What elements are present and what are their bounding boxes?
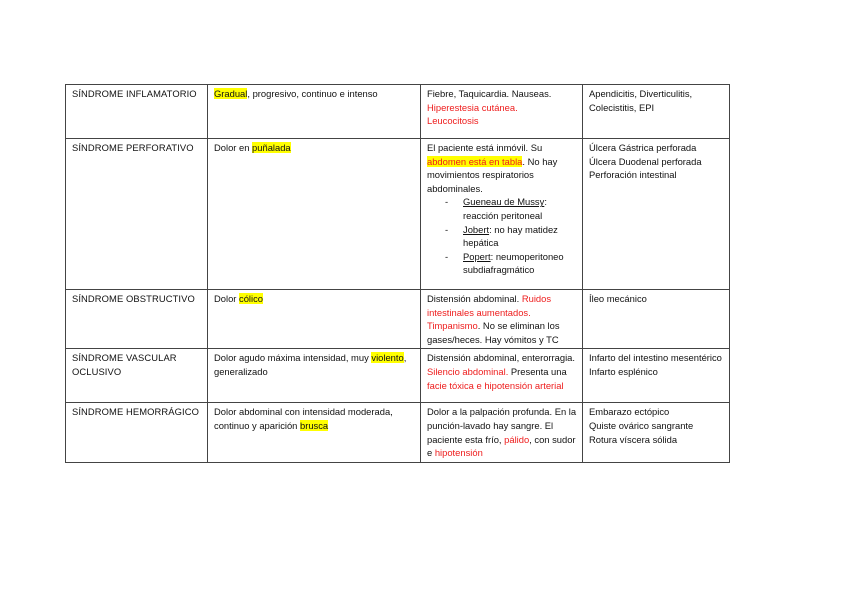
syndrome-name: [66, 85, 208, 139]
pain-cell: [208, 139, 421, 290]
causes-text: Úlcera Gástrica perforada: [589, 142, 697, 153]
findings-cell: [421, 85, 583, 139]
causes-text: Rotura víscera sólida: [589, 433, 678, 445]
sign-text: : reacción peritoneal: [463, 196, 547, 221]
findings-red-text: Ruidos intestinales aumentados.: [427, 293, 552, 318]
clinical-signs-list: [427, 195, 577, 277]
pain-highlight: brusca: [300, 419, 329, 431]
pain-cell: [208, 403, 421, 462]
findings-text: . No se eliminan los gases/heces. Hay vómitos y TC: [427, 320, 560, 345]
findings-red-text: hipotensión: [434, 447, 483, 459]
table-row: [66, 290, 730, 349]
findings-cell: [421, 403, 583, 462]
pain-cell: [208, 85, 421, 139]
syndrome-name: [66, 403, 208, 462]
causes-text: Úlcera Duodenal perforada: [589, 155, 702, 167]
findings-text: Distensión abdominal.: [427, 293, 522, 304]
syndrome-name: [66, 139, 208, 290]
pain-cell: [208, 290, 421, 349]
findings-red-text: Leucocitosis: [427, 115, 479, 127]
pain-highlight: puñalada: [252, 142, 291, 153]
causes-text: Íleo mecánico: [589, 293, 647, 304]
pain-text: Dolor en: [214, 142, 253, 153]
findings-text: Distensión abdominal, enterorragia.: [427, 352, 575, 364]
pain-highlight: cólico: [239, 293, 263, 304]
pain-text: Dolor abdominal con intensidad moderada, continuo y aparición: [214, 406, 393, 431]
findings-red-text: Timpanismo: [427, 320, 478, 332]
sign-text: : neumoperitoneo subdiafragmático: [463, 250, 564, 276]
findings-text: . No hay movimientos respiratorios abdominales.: [427, 155, 558, 194]
causes-cell: [583, 403, 730, 462]
sign-label: Popert: [463, 250, 491, 262]
pain-text: , generalizado: [214, 352, 407, 377]
syndrome-name: [66, 349, 208, 403]
causes-text: Infarto esplénico: [589, 365, 658, 377]
causes-cell: [583, 139, 730, 290]
findings-cell: [421, 290, 583, 349]
syndromes-table: [65, 84, 730, 463]
findings-text: Presenta una: [508, 365, 567, 377]
findings-red-text: Silencio abdominal.: [427, 365, 509, 377]
pain-cell: [208, 349, 421, 403]
syndrome-name-text: SÍNDROME VASCULAR OCLUSIVO: [72, 352, 177, 377]
list-item: [445, 195, 577, 222]
causes-text: Infarto del intestino mesentérico: [589, 352, 722, 364]
pain-text: Dolor: [214, 293, 240, 304]
list-item: [445, 223, 577, 250]
pain-highlight: Gradual: [214, 88, 248, 99]
sign-label: Jobert: [463, 223, 490, 235]
findings-cell: [421, 139, 583, 290]
findings-text: Dolor a la palpación profunda. En la punción-lavado hay sangre. El paciente esta frío,: [427, 406, 577, 445]
causes-text: Perforación intestinal: [589, 169, 677, 181]
table-row: [66, 139, 730, 290]
findings-text: , con sudor e: [427, 433, 576, 459]
sign-label: Gueneau de Mussy: [463, 196, 545, 208]
findings-red-text: facie tóxica e hipotensión arterial: [427, 379, 564, 391]
syndrome-name: [66, 290, 208, 349]
findings-highlight: abdomen está en tabla: [427, 155, 523, 167]
findings-text: Fiebre, Taquicardia. Nauseas.: [427, 88, 552, 99]
causes-cell: [583, 290, 730, 349]
pain-text: Dolor agudo máxima intensidad, muy: [214, 352, 372, 364]
causes-text: Apendicitis, Diverticulitis, Colecistitis, EPI: [589, 88, 693, 113]
list-item: [445, 250, 577, 277]
pain-text: , progresivo, continuo e intenso: [247, 88, 378, 99]
syndrome-name-text: SÍNDROME OBSTRUCTIVO: [72, 293, 195, 304]
findings-red-text: pálido: [504, 433, 530, 445]
table-row: [66, 403, 730, 462]
findings-text: El paciente está inmóvil. Su: [427, 142, 543, 153]
sign-text: : no hay matidez hepática: [463, 223, 558, 249]
causes-text: Quiste ovárico sangrante: [589, 419, 694, 431]
table-row: [66, 349, 730, 403]
pain-highlight: violento: [371, 352, 404, 364]
syndrome-name-text: SÍNDROME PERFORATIVO: [72, 142, 194, 153]
table-row: [66, 85, 730, 139]
findings-red-text: Hiperestesia cutánea.: [427, 101, 518, 113]
findings-cell: [421, 349, 583, 403]
syndrome-name-text: SÍNDROME INFLAMATORIO: [72, 88, 197, 99]
causes-cell: [583, 349, 730, 403]
causes-text: Embarazo ectópico: [589, 406, 670, 418]
syndrome-name-text: SÍNDROME HEMORRÁGICO: [72, 406, 200, 418]
causes-cell: [583, 85, 730, 139]
